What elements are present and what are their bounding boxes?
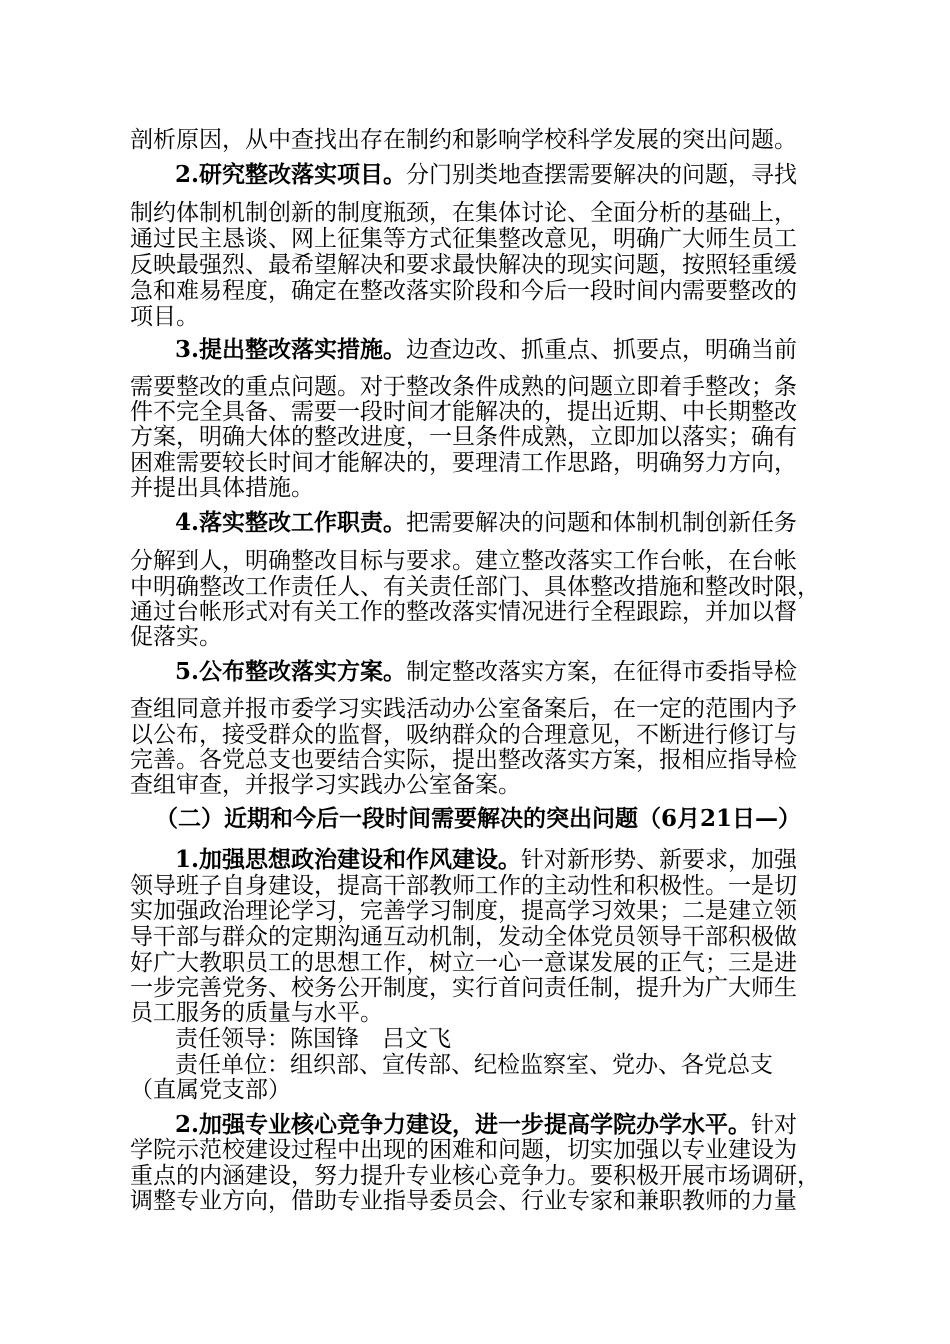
- text-line: 员工服务的质量与水平。: [130, 1000, 383, 1026]
- text-line: 剖析原因，从中查找出存在制约和影响学校科学发展的突出问题。: [130, 127, 797, 153]
- text-line: 领导班子自身建设，提高干部教师工作的主动性和积极性。一是切: [130, 873, 797, 899]
- text-line: 完善。各党总支也要结合实际，提出整改落实方案，报相应指导检: [130, 747, 797, 773]
- heading-line: 2.研究整改落实项目。分门别类地查摆需要解决的问题，寻找: [175, 161, 798, 188]
- responsible-leader: 责任领导：陈国锋 吕文飞: [175, 1026, 451, 1052]
- text-line: 好广大教职员工的思想工作，树立一心一意谋发展的正气；三是进: [130, 950, 797, 976]
- text-line: 反映最强烈、最希望解决和要求最快解决的现实问题，按照轻重缓: [130, 252, 797, 278]
- text-line: 并提出具体措施。: [130, 475, 314, 501]
- text-line: 一步完善党务、校务公开制度，实行首问责任制，提升为广大师生: [130, 975, 797, 1001]
- heading-line: 1.加强思想政治建设和作风建设。针对新形势、新要求，加强: [175, 846, 798, 873]
- text-line: 急和难易程度，确定在整改落实阶段和今后一段时间内需要整改的: [130, 278, 797, 304]
- heading-line: 3.提出整改落实措施。边查边改、抓重点、抓要点，明确当前: [175, 336, 798, 363]
- text-line: 重点的内涵建设，努力提升专业核心竞争力。要积极开展市场调研，: [130, 1163, 820, 1189]
- text-line: （直属党支部）: [130, 1077, 291, 1103]
- text-line: 需要整改的重点问题。对于整改条件成熟的问题立即着手整改；条: [130, 374, 797, 400]
- text-line: 通过台帐形式对有关工作的整改落实情况进行全程跟踪，并加以督: [130, 599, 797, 625]
- heading-line: 5.公布整改落实方案。制定整改落实方案，在征得市委指导检: [175, 658, 798, 685]
- text-line: 方案，明确大体的整改进度，一旦条件成熟，立即加以落实；确有: [130, 424, 797, 450]
- text-line: 查组同意并报市委学习实践活动办公室备案后，在一定的范围内予: [130, 696, 797, 722]
- text-line: 促落实。: [130, 624, 222, 650]
- heading-line: 2.加强专业核心竞争力建设，进一步提高学院办学水平。针对: [175, 1111, 798, 1138]
- text-line: 中明确整改工作责任人、有关责任部门、具体整改措施和整改时限，: [130, 574, 820, 600]
- text-line: 导干部与群众的定期沟通互动机制，发动全体党员领导干部积极做: [130, 924, 797, 950]
- text-line: 件不完全具备、需要一段时间才能解决的，提出近期、中长期整改: [130, 399, 797, 425]
- text-line: 项目。: [130, 304, 199, 330]
- text-line: 分解到人，明确整改目标与要求。建立整改落实工作台帐，在台帐: [130, 548, 797, 574]
- responsible-unit: 责任单位：组织部、宣传部、纪检监察室、党办、各党总支: [175, 1052, 773, 1078]
- section-heading: （二）近期和今后一段时间需要解决的突出问题（6月21日—）: [155, 805, 802, 832]
- text-line: 困难需要较长时间才能解决的，要理清工作思路，明确努力方向，: [130, 450, 797, 476]
- text-line: 制约体制机制创新的制度瓶颈，在集体讨论、全面分析的基础上，: [130, 200, 797, 226]
- text-line: 查组审查，并报学习实践办公室备案。: [130, 772, 521, 798]
- text-line: 实加强政治理论学习，完善学习制度，提高学习效果；二是建立领: [130, 898, 797, 924]
- text-line: 调整专业方向，借助专业指导委员会、行业专家和兼职教师的力量: [130, 1188, 797, 1214]
- text-line: 通过民主恳谈、网上征集等方式征集整改意见，明确广大师生员工: [130, 226, 797, 252]
- text-line: 以公布，接受群众的监督，吸纳群众的合理意见，不断进行修订与: [130, 722, 797, 748]
- text-line: 学院示范校建设过程中出现的困难和问题，切实加强以专业建设为: [130, 1137, 797, 1163]
- heading-line: 4.落实整改工作职责。把需要解决的问题和体制机制创新任务: [175, 509, 798, 536]
